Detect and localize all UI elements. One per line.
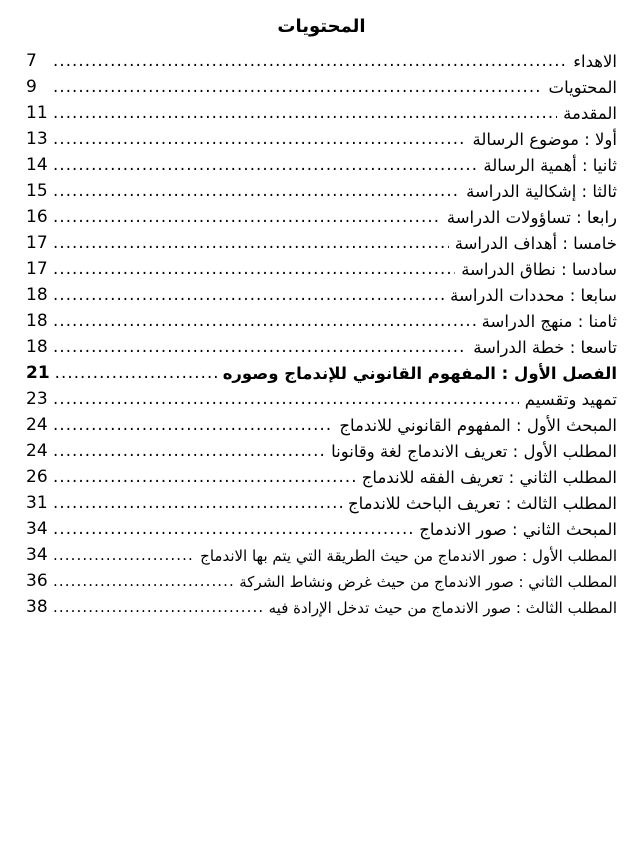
toc-entry[interactable] — [26, 287, 617, 304]
toc-entry-label: رابعا : تساؤولات الدراسة — [446, 207, 617, 227]
toc-entry[interactable] — [26, 261, 617, 278]
toc-leader-dots — [53, 470, 356, 487]
toc-entry-label: المحتويات — [548, 77, 617, 97]
toc-entry-label: المطلب الثاني : صور الاندماج من حيث غرض ونشاط الشركة — [239, 573, 617, 591]
toc-entry-page: 24 — [26, 441, 48, 461]
toc-entry[interactable] — [26, 79, 617, 96]
toc-entry[interactable] — [26, 313, 617, 330]
toc-entry-label: سابعا : محددات الدراسة — [450, 285, 617, 305]
toc-entry-label: الاهداء — [573, 51, 617, 71]
toc-entry[interactable] — [26, 183, 617, 200]
toc-leader-dots — [55, 366, 217, 383]
toc-entry-label: أولا : موضوع الرسالة — [472, 129, 617, 149]
toc-leader-dots — [53, 392, 519, 409]
toc-leader-dots — [53, 444, 325, 461]
toc-entry-label: المطلب الثالث : تعريف الباحث للاندماج — [348, 493, 617, 513]
toc-entry[interactable] — [26, 391, 617, 408]
toc-entry-page: 21 — [26, 363, 50, 383]
toc-leader-dots — [53, 601, 263, 616]
toc-entry-page: 31 — [26, 493, 48, 513]
toc-entry[interactable] — [26, 573, 617, 590]
toc-entry-label: المطلب الأول : صور الاندماج من حيث الطريقة التي يتم بها الاندماج — [200, 547, 617, 565]
table-of-contents — [26, 53, 617, 616]
toc-entry-page: 15 — [26, 181, 48, 201]
toc-entry-label: المبحث الثاني : صور الاندماج — [419, 519, 617, 539]
toc-entry-label: خامسا : أهداف الدراسة — [454, 233, 617, 253]
toc-leader-dots — [53, 236, 449, 253]
toc-entry-label: تمهيد وتقسيم — [524, 389, 617, 409]
toc-leader-dots — [53, 288, 444, 305]
toc-leader-dots — [53, 132, 467, 149]
toc-entry[interactable] — [26, 235, 617, 252]
toc-entry-label: المبحث الأول : المفهوم القانوني للاندماج — [339, 415, 617, 435]
toc-leader-dots — [53, 340, 467, 357]
toc-entry[interactable] — [26, 443, 617, 460]
toc-entry-page: 13 — [26, 129, 48, 149]
toc-entry-page: 9 — [26, 77, 37, 97]
toc-entry-label: ثامنا : منهج الدراسة — [481, 311, 617, 331]
toc-entry[interactable] — [26, 547, 617, 564]
toc-entry-label: ثانيا : أهمية الرسالة — [483, 155, 617, 175]
toc-entry-label: المطلب الثاني : تعريف الفقه للاندماج — [361, 467, 617, 487]
toc-entry-page: 23 — [26, 389, 48, 409]
toc-entry[interactable] — [26, 521, 617, 538]
toc-leader-dots — [53, 575, 233, 590]
toc-entry[interactable] — [26, 157, 617, 174]
toc-entry[interactable] — [26, 209, 617, 226]
toc-entry-label: سادسا : نطاق الدراسة — [461, 259, 617, 279]
toc-entry-label: المطلب الأول : تعريف الاندماج لغة وقانونا — [331, 441, 617, 461]
toc-entry-page: 34 — [26, 519, 48, 539]
toc-entry[interactable] — [26, 417, 617, 434]
toc-entry-label: المطلب الثالث : صور الاندماج من حيث تدخل الإرادة فيه — [268, 599, 617, 617]
toc-entry-page: 16 — [26, 207, 48, 227]
toc-leader-dots — [53, 314, 476, 331]
toc-entry-chapter[interactable] — [26, 365, 617, 382]
toc-entry[interactable] — [26, 105, 617, 122]
toc-leader-dots — [53, 158, 477, 175]
toc-entry-page: 26 — [26, 467, 48, 487]
toc-entry-page: 17 — [26, 233, 48, 253]
toc-entry[interactable] — [26, 469, 617, 486]
toc-leader-dots — [53, 210, 441, 227]
toc-entry-page: 24 — [26, 415, 48, 435]
toc-entry[interactable] — [26, 131, 617, 148]
toc-entry[interactable] — [26, 495, 617, 512]
toc-leader-dots — [53, 262, 455, 279]
toc-entry-page: 14 — [26, 155, 48, 175]
toc-entry-page: 18 — [26, 311, 48, 331]
toc-entry-label: المقدمة — [563, 103, 617, 123]
toc-entry-label: الفصل الأول : المفهوم القانوني للإندماج وصوره — [222, 363, 617, 383]
toc-entry-page: 7 — [26, 51, 37, 71]
toc-entry[interactable] — [26, 53, 617, 70]
toc-leader-dots — [53, 184, 460, 201]
toc-entry-label: ثالثا : إشكالية الدراسة — [466, 181, 617, 201]
toc-entry-page: 18 — [26, 337, 48, 357]
page-title: المحتويات — [277, 16, 366, 37]
toc-leader-dots — [53, 549, 194, 564]
toc-entry-page: 11 — [26, 103, 48, 123]
toc-leader-dots — [53, 418, 333, 435]
toc-leader-dots — [53, 106, 557, 123]
toc-leader-dots — [53, 496, 342, 513]
toc-entry-label: تاسعا : خطة الدراسة — [473, 337, 617, 357]
toc-entry-page: 36 — [26, 571, 48, 591]
toc-entry-page: 18 — [26, 285, 48, 305]
toc-entry-page: 34 — [26, 545, 48, 565]
toc-entry[interactable] — [26, 599, 617, 616]
toc-leader-dots — [53, 522, 413, 539]
toc-leader-dots — [53, 80, 543, 97]
toc-entry-page: 17 — [26, 259, 48, 279]
toc-leader-dots — [53, 54, 567, 71]
toc-entry-page: 38 — [26, 597, 48, 617]
toc-entry[interactable] — [26, 339, 617, 356]
